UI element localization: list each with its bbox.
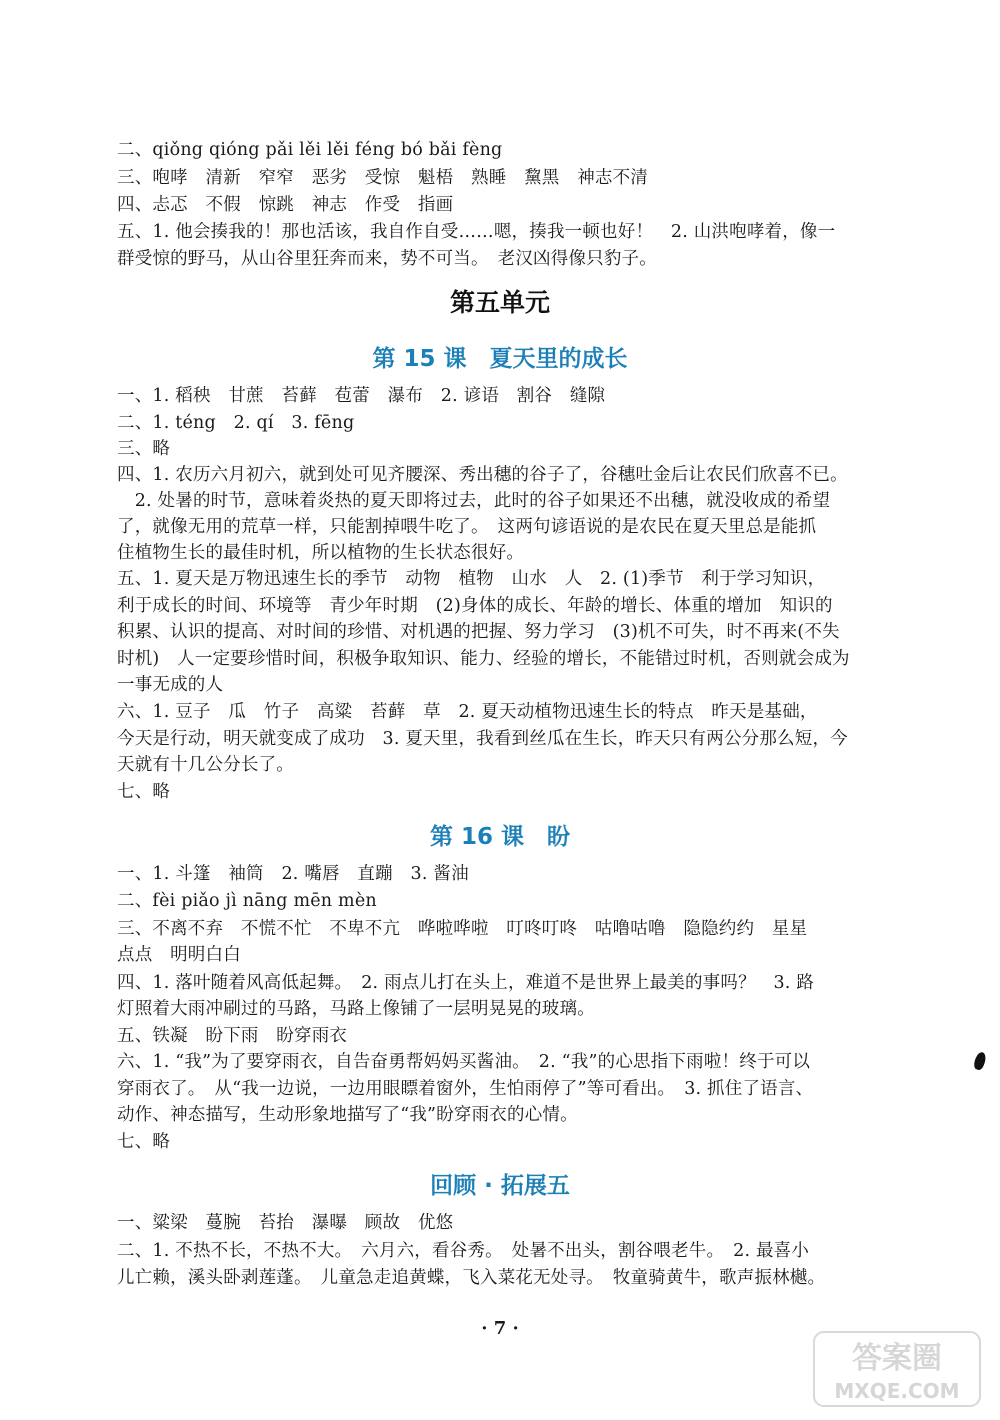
l15-line: 五、1. 夏天是万物迅速生长的季节 动物 植物 山水 人 2. (1)季节 利于学习知识， <box>117 569 826 589</box>
page-number: · 7 · <box>481 1318 519 1339</box>
l16-line: 三、不离不弃 不慌不忙 不卑不亢 哗啦哗啦 叮咚叮咚 咕噜咕噜 隐隐约约 星星 <box>117 919 808 939</box>
watermark-url: MXQE.COM <box>834 1379 960 1403</box>
l15-line: 二、1. téng 2. qí 3. fēng <box>117 413 355 433</box>
l16-line: 四、1. 落叶随着风高低起舞。 2. 雨点儿打在头上，难道不是世界上最美的事吗？ 3. 路 <box>117 973 815 993</box>
watermark-text: 答案圈 <box>852 1341 942 1376</box>
lesson-16-title: 第 16 课 盼 <box>429 824 571 850</box>
l15-line: 四、1. 农历六月初六，就到处可见齐腰深、秀出穗的谷子了，谷穗吐金后让农民们欣喜不已。 <box>117 465 848 485</box>
ink-blot-icon <box>972 1051 988 1071</box>
lesson-15-title: 第 15 课 夏天里的成长 <box>372 346 628 372</box>
l16-line: 七、略 <box>117 1132 171 1152</box>
l15-line: 三、略 <box>117 439 171 459</box>
l16-line: 五、铁凝 盼下雨 盼穿雨衣 <box>117 1026 348 1046</box>
l16-line: 穿雨衣了。 从“我一边说，一边用眼瞟着窗外，生怕雨停了”等可看出。 3. 抓住了语言、 <box>117 1079 814 1099</box>
prev-answer-2: 二、qiǒng qióng pǎi lěi lěi féng bó bǎi fèng <box>117 140 503 160</box>
l16-line: 六、1. “我”为了要穿雨衣，自告奋勇帮妈妈买酱油。 2. “我”的心思指下雨啦！终于可以 <box>117 1052 811 1072</box>
l16-line: 一、1. 斗篷 袖筒 2. 嘴唇 直蹦 3. 酱油 <box>117 864 469 884</box>
l15-line: 了，就像无用的荒草一样，只能割掉喂牛吃了。 这两句谚语说的是农民在夏天里总是能抓 <box>117 517 817 537</box>
l16-line: 点点 明明白白 <box>117 945 241 965</box>
l15-line: 今天是行动，明天就变成了成功 3. 夏天里，我看到丝瓜在生长，昨天只有两公分那么短，今 <box>117 729 848 749</box>
review-5-title: 回顾 · 拓展五 <box>430 1173 570 1199</box>
l15-line: 2. 处暑的时节，意味着炎热的夏天即将过去，此时的谷子如果还不出穗，就没收成的希望 <box>117 491 831 511</box>
l15-line: 积累、认识的提高、对时间的珍惜、对机遇的把握、努力学习 (3)机不可失，时不再来(不失 <box>117 622 840 642</box>
l15-line: 住植物生长的最佳时机，所以植物的生长状态很好。 <box>117 543 525 563</box>
l15-line: 一事无成的人 <box>117 675 224 695</box>
l15-line: 天就有十几公分长了。 <box>117 755 294 775</box>
l15-line: 七、略 <box>117 782 171 802</box>
l15-line: 利于成长的时间、环境等 青少年时期 (2)身体的成长、年龄的增长、体重的增加 知识的 <box>117 596 833 616</box>
l16-line: 灯照着大雨冲刷过的马路，马路上像铺了一层明晃晃的玻璃。 <box>117 999 595 1019</box>
review-line: 儿亡赖，溪头卧剥莲蓬。 儿童急走追黄蝶，飞入菜花无处寻。 牧童骑黄牛，歌声振林樾。 <box>117 1268 826 1288</box>
l15-line: 六、1. 豆子 瓜 竹子 高粱 苔藓 草 2. 夏天动植物迅速生长的特点 昨天是基础， <box>117 702 818 722</box>
l15-line: 一、1. 稻秧 甘蔗 苔藓 苞蕾 瀑布 2. 谚语 割谷 缝隙 <box>117 386 606 406</box>
review-line: 二、1. 不热不长，不热不大。 六月六，看谷秀。 处暑不出头，割谷喂老牛。 2. 最喜小 <box>117 1241 810 1261</box>
prev-answer-3: 三、咆哮 清新 窄窄 恶劣 受惊 魁梧 熟睡 黧黑 神志不清 <box>117 168 648 188</box>
unit-title: 第五单元 <box>449 288 550 317</box>
prev-answer-5b: 群受惊的野马，从山谷里狂奔而来，势不可当。 老汉凶得像只豹子。 <box>117 249 657 269</box>
prev-answer-4: 四、忐忑 不假 惊跳 神志 作受 指画 <box>117 195 454 215</box>
l16-line: 二、fèi piǎo jì nāng mēn mèn <box>117 891 377 911</box>
l16-line: 动作、神态描写，生动形象地描写了“我”盼穿雨衣的心情。 <box>117 1105 578 1125</box>
prev-answer-5a: 五、1. 他会揍我的！那也活该，我自作自受……嗯，揍我一顿也好！ 2. 山洪咆哮着，像一 <box>117 222 836 242</box>
l15-line: 时机) 人一定要珍惜时间，积极争取知识、能力、经验的增长，不能错过时机，否则就会成为 <box>117 649 850 669</box>
watermark-logo <box>812 1330 982 1408</box>
review-line: 一、粱梁 蔓腕 苔抬 瀑曝 顾故 优悠 <box>117 1213 454 1233</box>
